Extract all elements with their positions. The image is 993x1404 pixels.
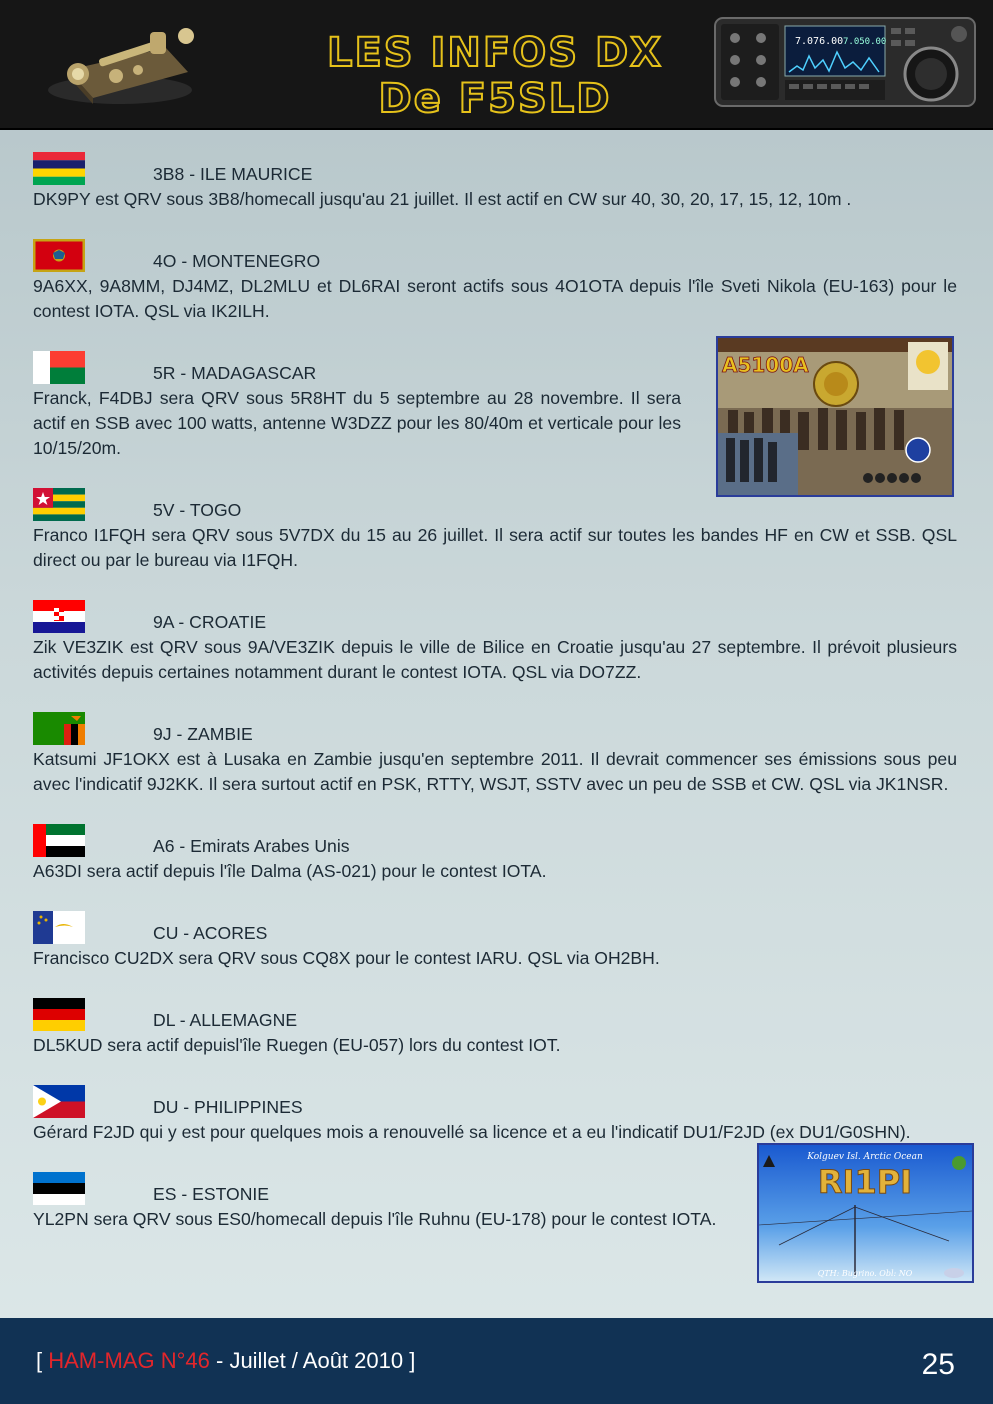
entry-heading: 5R - MADAGASCAR xyxy=(153,363,317,383)
entry-heading: 9A - CROATIE xyxy=(153,612,267,632)
footer-open-bracket: [ xyxy=(36,1348,43,1373)
entry-heading: A6 - Emirats Arabes Unis xyxy=(153,836,350,856)
zambia-flag-icon xyxy=(33,712,85,745)
entry-heading: 4O - MONTENEGRO xyxy=(153,251,321,271)
madagascar-flag-icon xyxy=(33,351,85,384)
entry-text: DL5KUD sera actif depuisl'île Ruegen (EU-057) lors du contest IOT. xyxy=(33,1035,561,1055)
dx-entry-azores xyxy=(33,909,957,971)
entry-heading: ES - ESTONIE xyxy=(153,1184,270,1204)
radio-display-freq-2: 7.050.00 xyxy=(843,37,887,47)
uae-flag-icon xyxy=(33,824,85,857)
togo-flag-icon xyxy=(33,488,85,521)
entry-text: Franck, F4DBJ sera QRV sous 5R8HT du 5 septembre au 28 novembre. Il sera actif en SSB avec 100 watts, antenne W3DZZ pour les 80/40m et verticale pour les 10/15/20m. xyxy=(33,388,681,458)
qsl2-callsign: RI1PI xyxy=(817,1163,913,1201)
entry-text: YL2PN sera QRV sous ES0/homecall depuis l'île Ruhnu (EU-178) pour le contest IOTA. xyxy=(33,1209,717,1229)
entry-text: Gérard F2JD qui y est pour quelques mois a renouvellé sa licence et a eu l'indicatif DU1/F2JD (ex DU1/G0SHN). xyxy=(33,1122,911,1142)
dx-entry-zambia xyxy=(33,710,957,797)
page-title xyxy=(280,30,710,122)
qsl-card-ri1pi-image xyxy=(759,1145,972,1281)
qsl-card-ri1pi xyxy=(757,1143,974,1283)
issue-date: Juillet / Août 2010 xyxy=(229,1348,404,1373)
entry-heading: 3B8 - ILE MAURICE xyxy=(153,164,313,184)
entry-text: DK9PY est QRV sous 3B8/homecall jusqu'au 21 juillet. Il est actif en CW sur 40, 30, 20, 17, 15, 12, 10m . xyxy=(33,189,852,209)
entry-text: 9A6XX, 9A8MM, DJ4MZ, DL2MLU et DL6RAI seront actifs sous 4O1OTA depuis l'île Sveti Nikola (EU-163) pour le contest IOTA. QSL via IK2ILH. xyxy=(33,276,957,321)
footer-separator: - xyxy=(215,1348,230,1373)
estonia-flag-icon xyxy=(33,1172,85,1205)
magazine-reference xyxy=(36,1348,415,1374)
entry-text: Katsumi JF1OKX est à Lusaka en Zambie jusqu'en septembre 2011. Il devrait commencer ses émissions sous peu avec l'indicatif 9J2KK. Il sera surtout actif en PSK, RTTY, WSJT, SSTV avec un peu de SSB et CW. QSL via JK1NSR. xyxy=(33,749,957,794)
qsl-card-a5100a-image xyxy=(718,338,952,495)
azores-flag-icon xyxy=(33,911,85,944)
entry-text: Franco I1FQH sera QRV sous 5V7DX du 15 au 26 juillet. Il sera actif sur toutes les bandes HF en CW et SSB. QSL direct ou par le bureau via I1FQH. xyxy=(33,525,957,570)
transceiver-image xyxy=(713,16,977,108)
qsl-card-a5100a xyxy=(716,336,954,497)
dx-entry-germany xyxy=(33,996,957,1058)
qsl2-bottom-line: QTH: Bugrino. Obl: NO xyxy=(817,1269,913,1278)
germany-flag-icon xyxy=(33,998,85,1031)
title-line-2: De F5SLD xyxy=(378,76,612,122)
magazine-name: HAM-MAG N°46 xyxy=(48,1348,210,1373)
qsl-callsign: A5100A xyxy=(722,353,809,377)
entry-text: A63DI sera actif depuis l'île Dalma (AS-021) pour le contest IOTA. xyxy=(33,861,547,881)
entry-heading: DU - PHILIPPINES xyxy=(153,1097,303,1117)
philippines-flag-icon xyxy=(33,1085,85,1118)
qsl2-top-line: Kolguev Isl. Arctic Ocean xyxy=(807,1152,923,1162)
dx-entry-montenegro xyxy=(33,237,957,324)
entry-text: Francisco CU2DX sera QRV sous CQ8X pour le contest IARU. QSL via OH2BH. xyxy=(33,948,660,968)
dx-entry-uae xyxy=(33,822,957,884)
dx-news-list xyxy=(33,150,957,1257)
page-footer xyxy=(0,1318,993,1404)
entry-heading: DL - ALLEMAGNE xyxy=(153,1010,298,1030)
footer-close-bracket: ] xyxy=(409,1348,416,1373)
mauritius-flag-icon xyxy=(33,152,85,185)
montenegro-flag-icon xyxy=(33,239,85,272)
page-header xyxy=(0,0,993,130)
morse-key-image xyxy=(38,12,203,112)
dx-entry-philippines xyxy=(33,1083,957,1145)
page-number: 25 xyxy=(921,1348,955,1381)
entry-text: Zik VE3ZIK est QRV sous 9A/VE3ZIK depuis le ville de Bilice en Croatie jusqu'au 27 septembre. Il prévoit plusieurs activités depuis certaines notamment durant le contest IOTA. QSL via DO7ZZ. xyxy=(33,637,957,682)
dx-entry-croatia xyxy=(33,598,957,685)
entry-heading: CU - ACORES xyxy=(153,923,268,943)
dx-entry-mauritius xyxy=(33,150,957,212)
radio-display-freq-1: 7.076.00 xyxy=(795,36,844,47)
entry-heading: 9J - ZAMBIE xyxy=(153,724,253,744)
croatia-flag-icon xyxy=(33,600,85,633)
dx-entry-togo xyxy=(33,486,957,573)
entry-heading: 5V - TOGO xyxy=(153,500,242,520)
title-line-1: LES INFOS DX xyxy=(326,30,663,76)
